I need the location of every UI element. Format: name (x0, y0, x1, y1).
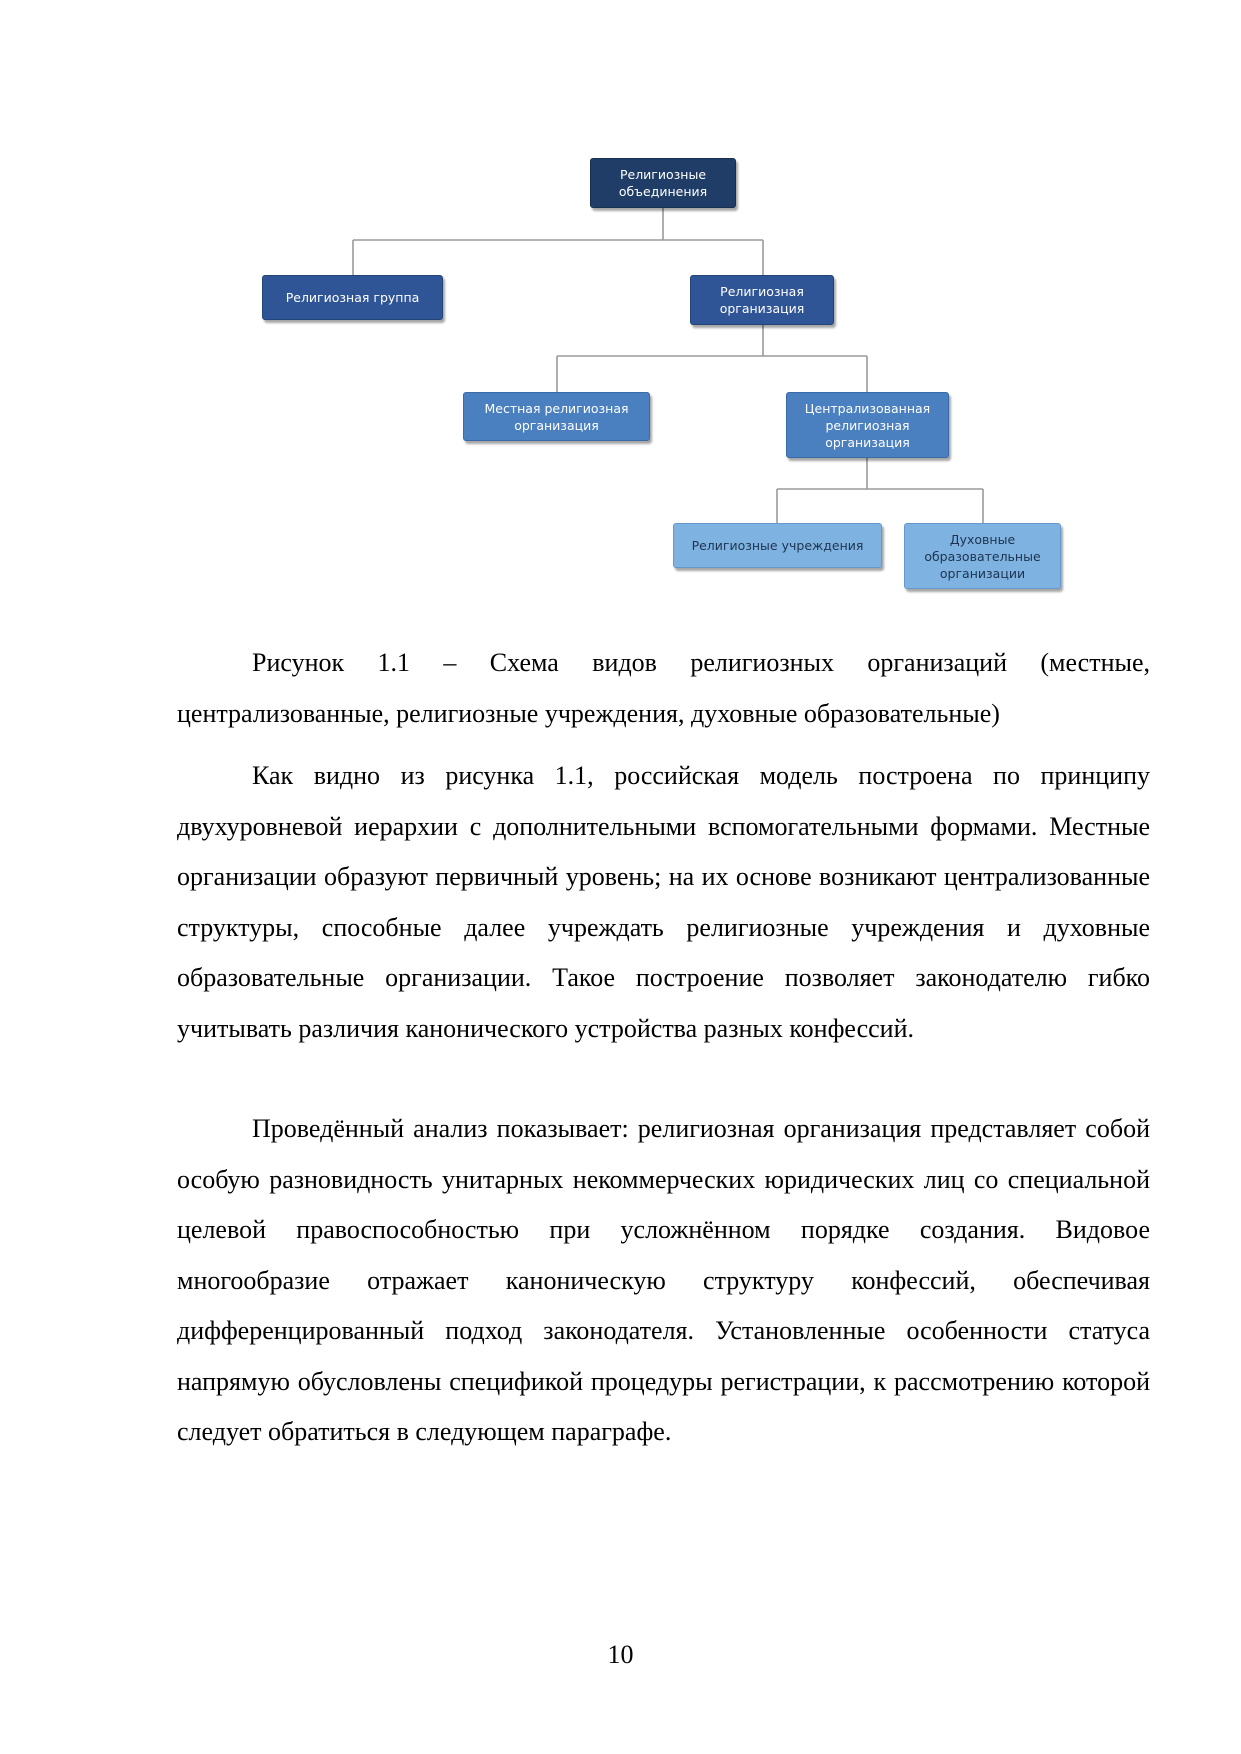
body-paragraph-1 (177, 751, 1150, 1054)
node-religious-organization (690, 275, 834, 325)
paragraph-text: Как видно из рисунка 1.1, российская модель построена по принципу двухуровневой иерархии с дополнительными вспомогательными формами. Местные организации образуют первичный уровень; на их основе возникают централизованные структуры, способные далее учреждать религиозные учреждения и духовные образовательные организации. Такое построение позволяет законодателю гибко учитывать различия канонического устройства разных конфессий. (177, 761, 1150, 1043)
connector-centralized (777, 458, 983, 523)
node-label: Централизованная религиозная организация (804, 400, 931, 450)
node-label: Религиозная группа (285, 290, 420, 305)
node-label: Духовные образовательные организации (924, 531, 1041, 581)
body-paragraph-2 (177, 1104, 1150, 1458)
node-spiritual-educational-organizations (904, 523, 1061, 589)
org-chart-diagram (0, 0, 1241, 620)
node-label: Религиозные учреждения (691, 538, 864, 553)
page-number: 10 (607, 1640, 634, 1669)
node-label: Религиозная организация (719, 284, 805, 316)
caption-text: Рисунок 1.1 – Схема видов религиозных организаций (местные, централизованные, религиозные учреждения, духовные образовательные) (177, 648, 1150, 728)
paragraph-text: Проведённый анализ показывает: религиозная организация представляет собой особую разновидность унитарных некоммерческих юридических лиц со специальной целевой правоспособностью при усложнённом порядке создания. Видовое многообразие отражает каноническую структуру конфессий, обеспечивая дифференцированный подход законодателя. Установленные особенности статуса напрямую обусловлены спецификой процедуры регистрации, к рассмотрению которой следует обратиться в следующем параграфе. (177, 1114, 1150, 1446)
connector-root (353, 208, 763, 275)
connector-organization (557, 325, 867, 392)
node-religious-group (262, 275, 443, 320)
node-religious-institutions (673, 523, 882, 568)
node-centralized-organization (786, 392, 949, 458)
figure-caption (177, 638, 1150, 739)
node-local-organization (463, 392, 650, 441)
node-label: Религиозные объединения (618, 167, 708, 199)
node-religious-associations (590, 158, 736, 208)
node-label: Местная религиозная организация (484, 400, 629, 433)
